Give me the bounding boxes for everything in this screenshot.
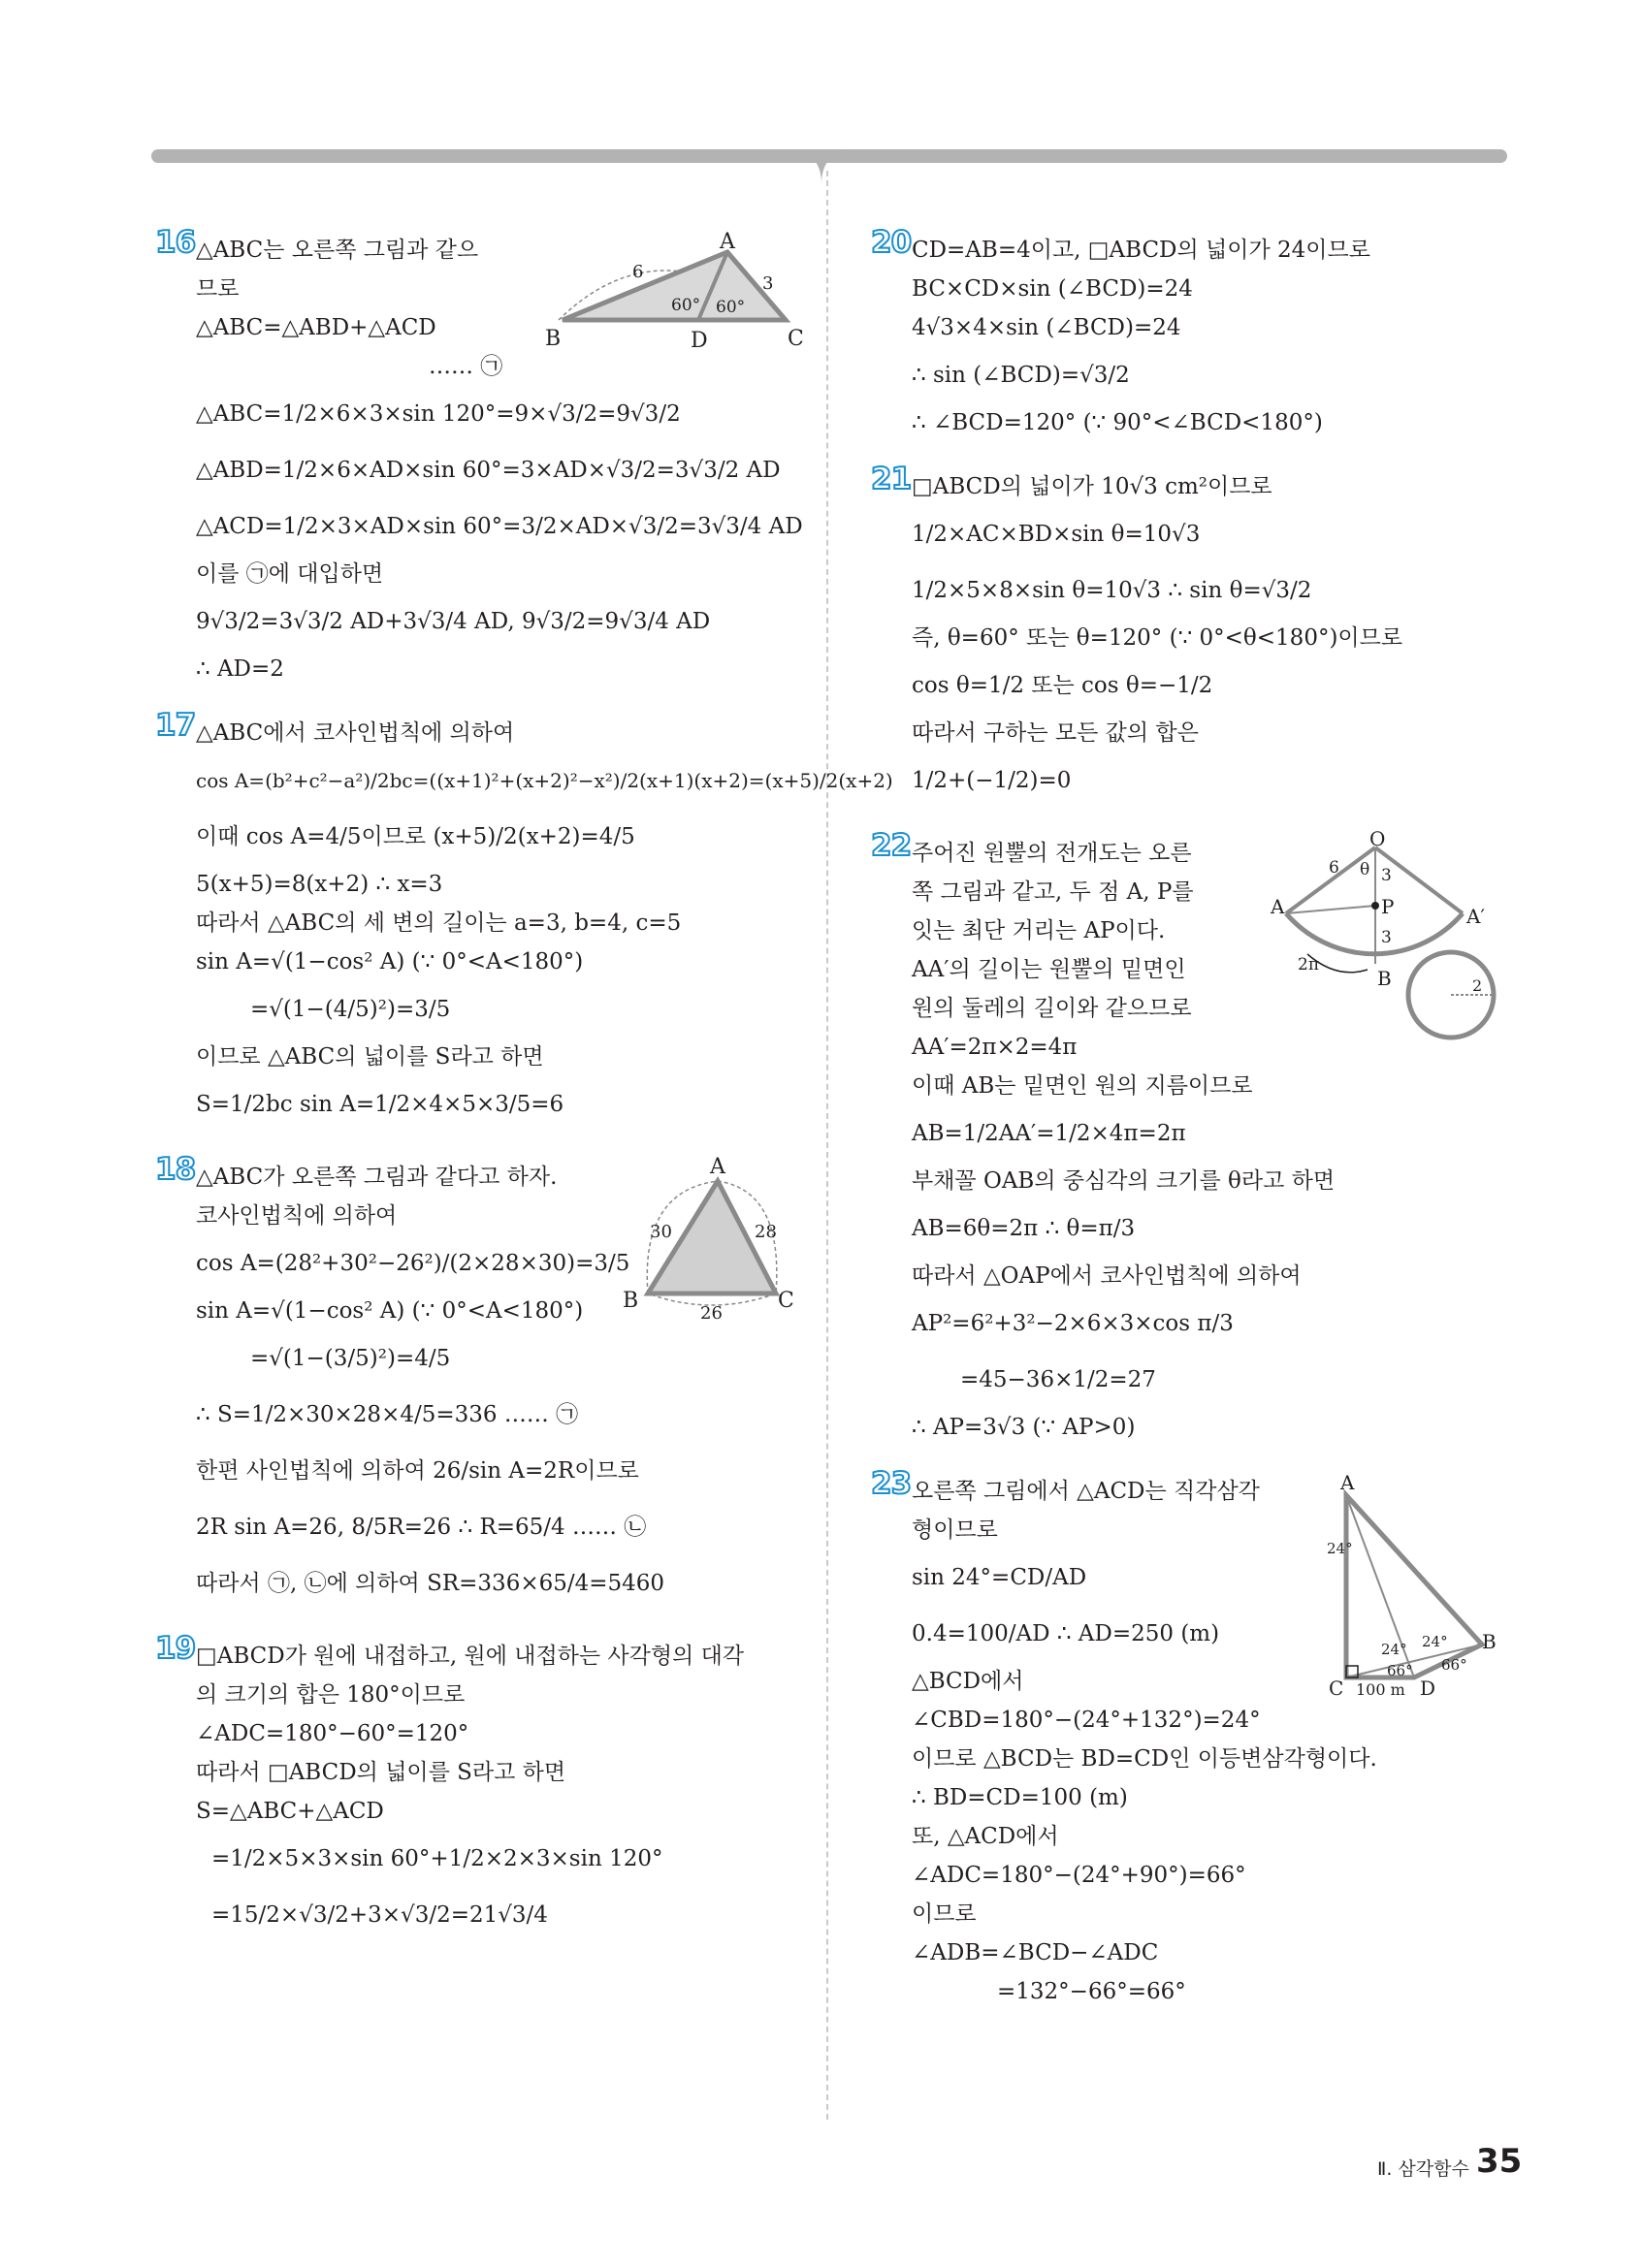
solution-line: ∠ADC=180°−60°=120° xyxy=(196,1721,469,1746)
solution-line: 또, △ACD에서 xyxy=(912,1824,1059,1849)
solution-line: sin A=√(1−cos² A) (∵ 0°<A<180°) xyxy=(196,1298,584,1324)
solution-line: 1/2×5×8×sin θ=10√3 ∴ sin θ=√3/2 xyxy=(912,578,1312,603)
solution-line: 잇는 최단 거리는 AP이다. xyxy=(912,918,1166,943)
solution-line: 한편 사인법칙에 의하여 26/sin A=2R이므로 xyxy=(196,1458,639,1484)
problem-18 xyxy=(155,1152,795,1612)
solution-line: ∴ BD=CD=100 (m) xyxy=(912,1785,1128,1810)
label-radius-two: 2 xyxy=(1472,976,1483,995)
label-d: D xyxy=(691,329,708,353)
problem-16 xyxy=(155,225,804,688)
label-angle-2: 60° xyxy=(716,298,746,317)
solution-line: 이를 ㉠에 대입하면 xyxy=(196,561,384,587)
cone-net-figure-22 xyxy=(1269,827,1501,1038)
label-p: P xyxy=(1381,895,1395,918)
chapter-footer: Ⅱ. 삼각함수 xyxy=(1377,2158,1469,2180)
solution-line: sin 24°=CD/AD xyxy=(912,1565,1087,1590)
label-distance: 100 m xyxy=(1356,1680,1405,1699)
solution-line: 따라서 □ABCD의 넓이를 S라고 하면 xyxy=(196,1760,566,1785)
label-six: 6 xyxy=(632,262,644,282)
solution-line: =1/2×5×3×sin 60°+1/2×2×3×sin 120° xyxy=(211,1846,663,1871)
label-side-28: 28 xyxy=(755,1222,777,1242)
label-c: C xyxy=(1329,1677,1344,1700)
label-angle-66-outer: 66° xyxy=(1441,1656,1467,1674)
solution-line: CD=AB=4이고, □ABCD의 넓이가 24이므로 xyxy=(912,238,1370,263)
solution-line: =√(1−(4/5)²)=3/5 xyxy=(250,997,451,1022)
solution-line: △ABC는 오른쪽 그림과 같으 xyxy=(196,238,479,263)
label-two-pi: 2π xyxy=(1298,955,1319,974)
solution-line: =132°−66°=66° xyxy=(997,1979,1186,2004)
solution-line: 이므로 △ABC의 넓이를 S라고 하면 xyxy=(196,1044,544,1070)
solution-line: △ABC=△ABD+△ACD xyxy=(196,315,436,340)
solution-line: ∠ADC=180°−(24°+90°)=66° xyxy=(912,1863,1246,1888)
solution-line: 1/2×AC×BD×sin θ=10√3 xyxy=(912,522,1201,547)
label-d: D xyxy=(1420,1677,1436,1700)
label-a: A xyxy=(710,1155,725,1179)
column-divider xyxy=(826,171,828,2120)
problem-20 xyxy=(871,225,1492,442)
solution-line: AB=6θ=2π ∴ θ=π/3 xyxy=(912,1216,1136,1241)
solution-line: 즉, θ=60° 또는 θ=120° (∵ 0°<θ<180°)이므로 xyxy=(912,625,1403,651)
solution-line: 오른쪽 그림에서 △ACD는 직각삼각 xyxy=(912,1479,1260,1504)
problem-19 xyxy=(155,1631,795,1943)
solution-line: 5(x+5)=8(x+2) ∴ x=3 xyxy=(196,872,443,897)
problem-number: 23 xyxy=(871,1466,912,1501)
solution-line: ∴ ∠BCD=120° (∵ 90°<∠BCD<180°) xyxy=(912,410,1323,435)
solution-line: 이므로 △BCD는 BD=CD인 이등변삼각형이다. xyxy=(912,1746,1377,1772)
solution-line: ∴ AP=3√3 (∵ AP>0) xyxy=(912,1415,1136,1440)
solution-line: 코사인법칙에 의하여 xyxy=(196,1203,398,1229)
label-b: B xyxy=(545,327,562,351)
solution-line: 따라서 △ABC의 세 변의 길이는 a=3, b=4, c=5 xyxy=(196,910,682,936)
solution-line: △BCD에서 xyxy=(912,1669,1024,1694)
solution-line: 원의 둘레의 길이와 같으므로 xyxy=(912,996,1192,1021)
solution-line: AB=1/2AA′=1/2×4π=2π xyxy=(912,1121,1186,1146)
solution-line: △ABD=1/2×6×AD×sin 60°=3×AD×√3/2=3√3/2 AD xyxy=(196,458,781,483)
solution-line: ∴ sin (∠BCD)=√3/2 xyxy=(912,363,1130,388)
solution-line: 이때 cos A=4/5이므로 (x+5)/2(x+2)=4/5 xyxy=(196,824,635,849)
solution-line: 4√3×4×sin (∠BCD)=24 xyxy=(912,315,1181,340)
label-angle-24-b: 24° xyxy=(1422,1633,1448,1650)
solution-line: 1/2+(−1/2)=0 xyxy=(912,768,1072,793)
top-rule-notch xyxy=(795,145,848,184)
label-three-upper: 3 xyxy=(1381,866,1392,885)
problem-23 xyxy=(871,1466,1497,2011)
label-side-30: 30 xyxy=(650,1222,672,1242)
solution-line: 따라서 ㉠, ㉡에 의하여 SR=336×65/4=5460 xyxy=(196,1571,665,1596)
solution-line: △ABC에서 코사인법칙에 의하여 xyxy=(196,720,515,746)
label-b: B xyxy=(1377,967,1392,990)
label-a-prime: A′ xyxy=(1466,905,1485,928)
solution-line: 따라서 △OAP에서 코사인법칙에 의하여 xyxy=(912,1263,1302,1289)
solution-line: 따라서 구하는 모든 값의 합은 xyxy=(912,720,1199,746)
solution-line: 9√3/2=3√3/2 AD+3√3/4 AD, 9√3/2=9√3/4 AD xyxy=(196,609,711,634)
solution-line: cos A=(b²+c²−a²)/2bc=((x+1)²+(x+2)²−x²)/2(x+1)(x+2)=(x+5)/2(x+2) xyxy=(196,769,893,792)
solution-line: …… ㉠ xyxy=(429,354,503,379)
solution-line: S=△ABC+△ACD xyxy=(196,1799,384,1824)
solution-line: AA′=2π×2=4π xyxy=(912,1035,1078,1060)
label-angle-1: 60° xyxy=(671,296,701,315)
right-column xyxy=(871,225,1497,2036)
label-c: C xyxy=(788,327,804,351)
label-angle-66-inner: 66° xyxy=(1387,1662,1413,1679)
solution-line: =√(1−(3/5)²)=4/5 xyxy=(250,1346,451,1371)
problem-number: 20 xyxy=(871,225,912,260)
solution-line: 므로 xyxy=(196,276,240,302)
label-a: A xyxy=(720,230,735,254)
solution-line: cos θ=1/2 또는 cos θ=−1/2 xyxy=(912,673,1213,698)
solution-line: cos A=(28²+30²−26²)/(2×28×30)=3/5 xyxy=(196,1251,630,1276)
solution-line: 쪽 그림과 같고, 두 점 A, P를 xyxy=(912,879,1194,905)
label-angle-24-c: 24° xyxy=(1381,1641,1407,1658)
solution-line: sin A=√(1−cos² A) (∵ 0°<A<180°) xyxy=(196,949,584,974)
solution-line: 이때 AB는 밑면인 원의 지름이므로 xyxy=(912,1073,1253,1099)
problem-number: 19 xyxy=(155,1631,196,1666)
solution-line: △ACD=1/2×3×AD×sin 60°=3/2×AD×√3/2=3√3/4 AD xyxy=(196,514,803,539)
left-column xyxy=(155,225,893,1968)
problem-number: 18 xyxy=(155,1152,196,1187)
solution-line: ∴ S=1/2×30×28×4/5=336 …… ㉠ xyxy=(196,1402,579,1427)
solution-line: □ABCD의 넓이가 10√3 cm²이므로 xyxy=(912,474,1272,499)
label-b: B xyxy=(623,1289,639,1313)
solution-line: △ABC가 오른쪽 그림과 같다고 하자. xyxy=(196,1165,558,1190)
solution-line: =15/2×√3/2+3×√3/2=21√3/4 xyxy=(211,1902,548,1928)
solution-line: 주어진 원뿔의 전개도는 오른 xyxy=(912,841,1192,866)
problem-17 xyxy=(155,708,893,1133)
label-a: A xyxy=(1340,1471,1355,1494)
solution-line: BC×CD×sin (∠BCD)=24 xyxy=(912,276,1193,302)
solution-line: ∴ AD=2 xyxy=(196,656,284,682)
label-o: O xyxy=(1369,827,1386,850)
solution-line: S=1/2bc sin A=1/2×4×5×3/5=6 xyxy=(196,1092,564,1117)
solution-line: =45−36×1/2=27 xyxy=(960,1367,1156,1392)
problem-number: 22 xyxy=(871,828,912,863)
label-angle-24-top: 24° xyxy=(1327,1540,1353,1557)
solution-line: ∠ADB=∠BCD−∠ADC xyxy=(912,1940,1159,1965)
triangle-figure-18 xyxy=(621,1152,795,1324)
solution-line: 부채꼴 OAB의 중심각의 크기를 θ라고 하면 xyxy=(912,1168,1336,1194)
solution-line: △ABC=1/2×6×3×sin 120°=9×√3/2=9√3/2 xyxy=(196,401,681,427)
solution-line: 0.4=100/AD ∴ AD=250 (m) xyxy=(912,1621,1220,1646)
solution-line: 이므로 xyxy=(912,1901,977,1927)
problem-21 xyxy=(871,462,1492,809)
solution-line: 형이므로 xyxy=(912,1517,998,1543)
tower-figure-23 xyxy=(1327,1472,1497,1705)
solution-line: AP²=6²+3²−2×6×3×cos π/3 xyxy=(912,1311,1234,1336)
label-theta: θ xyxy=(1360,860,1370,879)
label-three-lower: 3 xyxy=(1381,928,1392,947)
label-a: A xyxy=(1271,895,1285,918)
label-b: B xyxy=(1482,1630,1497,1653)
triangle-figure-16 xyxy=(543,230,804,353)
label-six: 6 xyxy=(1329,858,1339,878)
solution-line: 의 크기의 합은 180°이므로 xyxy=(196,1682,466,1708)
label-side-26: 26 xyxy=(700,1303,723,1324)
problem-22 xyxy=(871,827,1492,1447)
solution-line: ∠CBD=180°−(24°+132°)=24° xyxy=(912,1708,1261,1733)
page-number: 35 xyxy=(1476,2142,1523,2181)
problem-number: 17 xyxy=(155,708,196,743)
solution-line: □ABCD가 원에 내접하고, 원에 내접하는 사각형의 대각 xyxy=(196,1644,745,1669)
solution-line: AA′의 길이는 원뿔의 밑면인 xyxy=(912,957,1186,982)
label-c: C xyxy=(778,1289,794,1313)
solution-line: 2R sin A=26, 8/5R=26 ∴ R=65/4 …… ㉡ xyxy=(196,1515,647,1540)
label-three: 3 xyxy=(762,273,774,294)
problem-number: 21 xyxy=(871,462,912,496)
problem-number: 16 xyxy=(155,225,196,260)
